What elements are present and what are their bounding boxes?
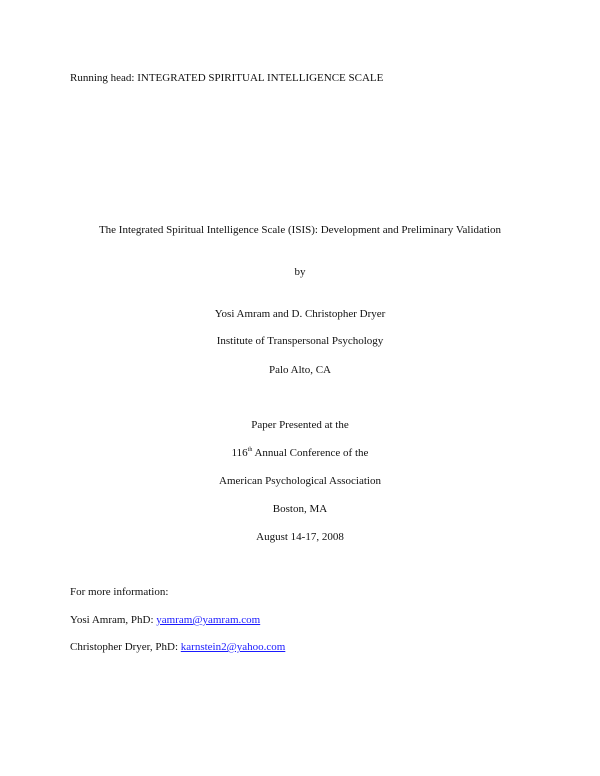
institution: Institute of Transpersonal Psychology bbox=[216, 335, 384, 347]
contact-label: Christopher Dryer, PhD: bbox=[70, 641, 181, 653]
conference-ordinal-suffix: th bbox=[247, 447, 253, 453]
paper-title: The Integrated Spiritual Intelligence Scale (ISIS): Development and Preliminary Validation bbox=[98, 224, 502, 236]
contact-amram bbox=[70, 613, 260, 627]
location: Palo Alto, CA bbox=[268, 364, 332, 376]
conference-line bbox=[0, 446, 600, 460]
email-link-amram[interactable]: yamram@yamram.com bbox=[156, 614, 261, 626]
conference-name: Annual Conference of the bbox=[252, 447, 369, 459]
conference-ordinal-number: 116 bbox=[231, 447, 248, 459]
presentation-line: Paper Presented at the bbox=[251, 419, 349, 431]
authors: Yosi Amram and D. Christopher Dryer bbox=[214, 308, 386, 320]
conference-date: August 14-17, 2008 bbox=[256, 531, 344, 543]
conference-city: Boston, MA bbox=[272, 503, 328, 515]
contact-heading: For more information: bbox=[70, 586, 169, 598]
by-line: by bbox=[294, 266, 306, 278]
contact-label: Yosi Amram, PhD: bbox=[70, 614, 157, 626]
contact-dryer bbox=[70, 640, 285, 654]
running-head: Running head: INTEGRATED SPIRITUAL INTELLIGENCE SCALE bbox=[70, 72, 384, 84]
association: American Psychological Association bbox=[219, 475, 381, 487]
email-link-dryer[interactable]: karnstein2@yahoo.com bbox=[180, 641, 286, 653]
